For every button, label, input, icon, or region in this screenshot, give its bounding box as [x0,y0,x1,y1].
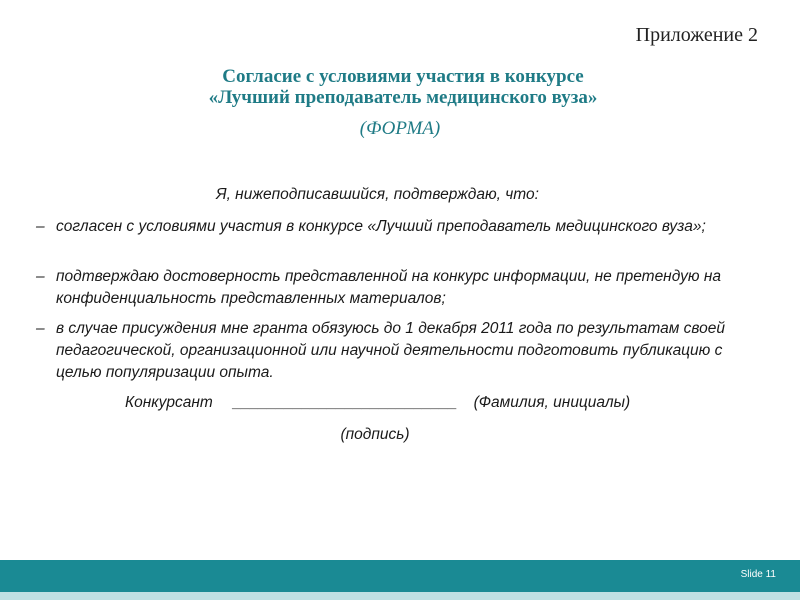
footer-stripe [0,592,800,600]
list-item [36,266,736,310]
slide-number: Slide 11 [740,569,776,580]
footer-bar [0,560,800,592]
dash-bullet: – [36,218,45,235]
title-line-1: Согласие с условиями участия в конкурсе [222,66,584,87]
form-label: (ФОРМА) [359,118,441,139]
contestant-label: Конкурсант [125,394,213,411]
dash-bullet: – [36,268,45,285]
list-item-text: в случае присуждения мне гранта обязуюсь до 1 декабря 2011 года по результатам своей педагогической, организационной или научной деятельности подготовить публикацию с целью популяризации опыта. [56,320,726,381]
signature-blank: __________________________ [233,394,458,411]
list-item [36,216,736,238]
document-title [0,66,800,108]
dash-bullet: – [36,320,45,337]
signature-hint: (подпись) [340,426,410,443]
title-line-2: «Лучший преподаватель медицинского вуза» [208,87,598,108]
list-item-text: подтверждаю достоверность представленной на конкурс информации, не претендую на конфиденциальность представленных материалов; [56,268,721,307]
name-hint: (Фамилия, инициалы) [473,394,631,411]
list-item-text: согласен с условиями участия в конкурсе «Лучший преподаватель медицинского вуза»; [56,218,706,235]
signature-line [125,394,725,412]
list-item [36,318,736,384]
appendix-label: Приложение 2 [635,24,758,46]
intro-text: Я, нижеподписавшийся, подтверждаю, что: [216,186,539,203]
